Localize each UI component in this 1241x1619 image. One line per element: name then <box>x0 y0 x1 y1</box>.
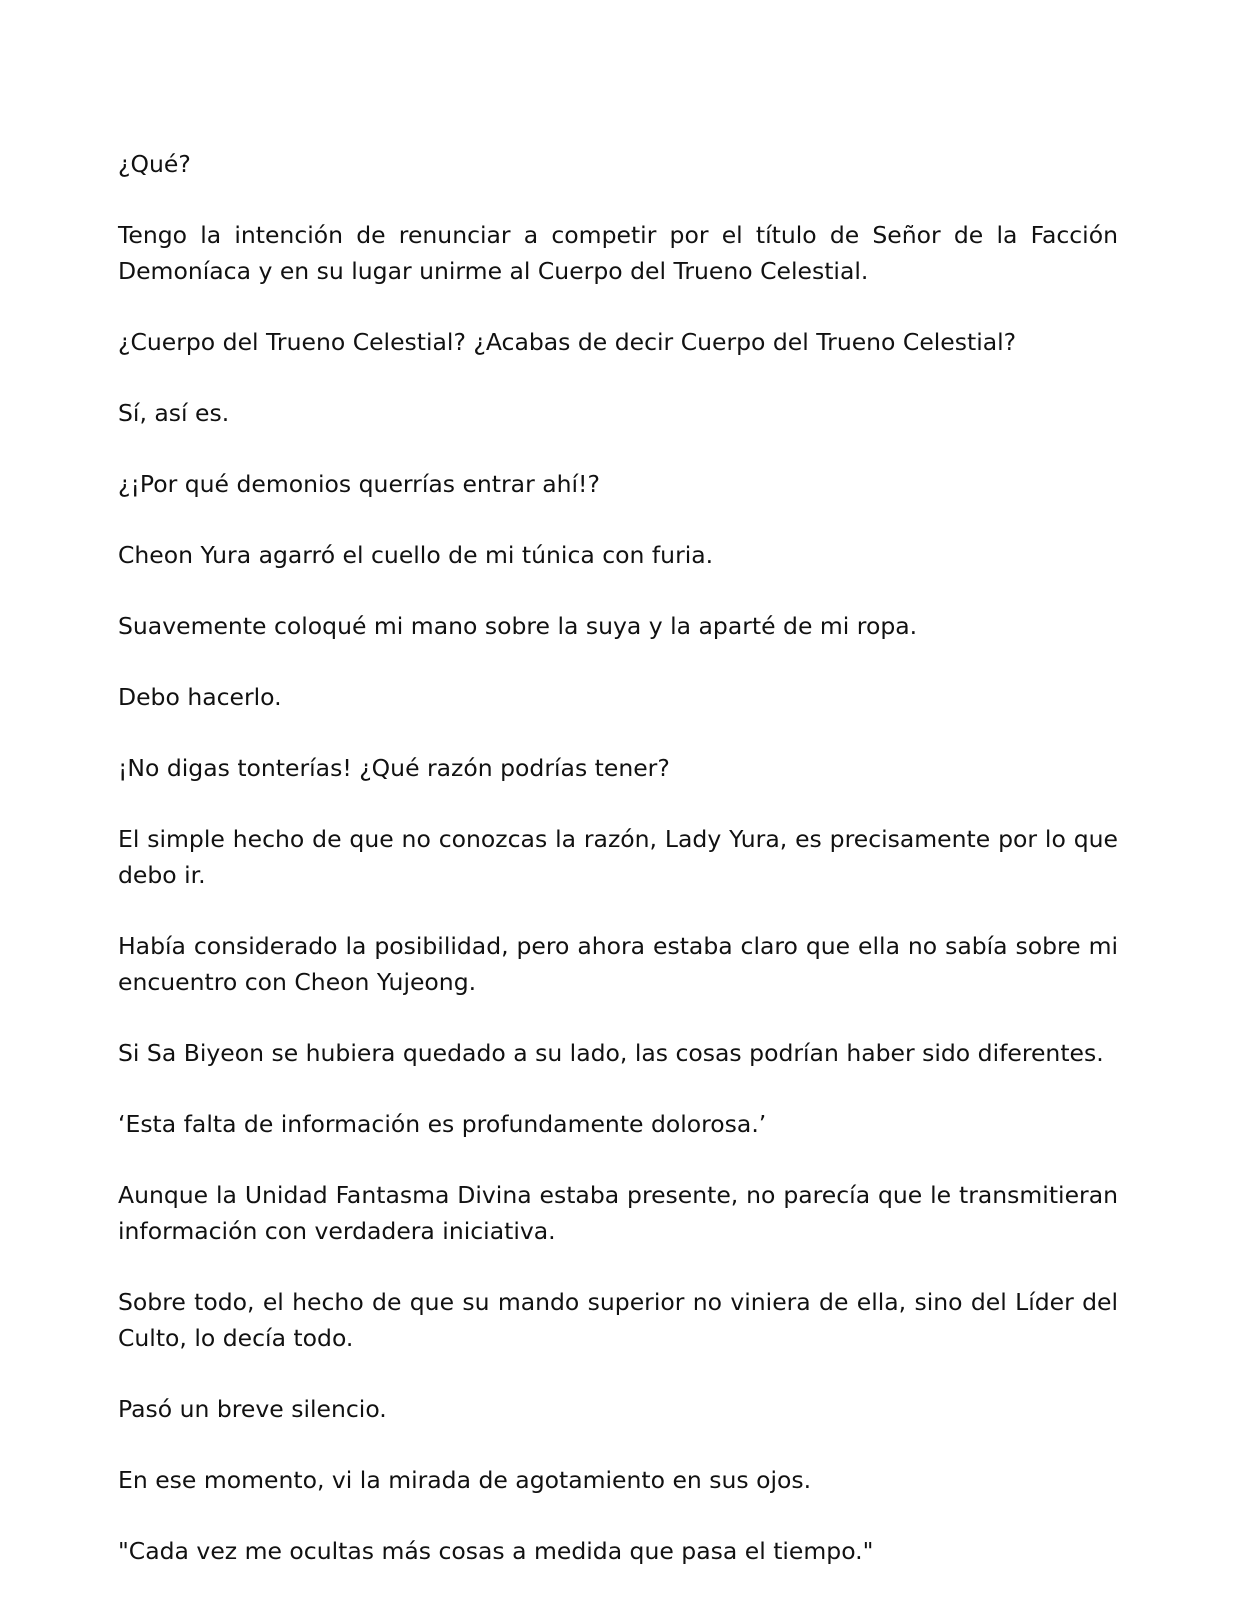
paragraph: Aunque la Unidad Fantasma Divina estaba presente, no parecía que le transmitieran información con verdadera iniciativa. <box>118 1181 1118 1245</box>
paragraph: Pasó un breve silencio. <box>118 1395 387 1423</box>
paragraph: Había considerado la posibilidad, pero ahora estaba claro que ella no sabía sobre mi encuentro con Cheon Yujeong. <box>118 932 1118 996</box>
paragraph: Tengo la intención de renunciar a competir por el título de Señor de la Facción Demoníaca y en su lugar unirme al Cuerpo del Trueno Celestial. <box>118 221 1118 285</box>
paragraph: ¡No digas tonterías! ¿Qué razón podrías tener? <box>118 754 670 782</box>
paragraph: Sobre todo, el hecho de que su mando superior no viniera de ella, sino del Líder del Culto, lo decía todo. <box>118 1288 1118 1352</box>
paragraph: Sí, así es. <box>118 399 230 427</box>
paragraph: En ese momento, vi la mirada de agotamiento en sus ojos. <box>118 1466 812 1494</box>
paragraph: Suavemente coloqué mi mano sobre la suya y la aparté de mi ropa. <box>118 612 918 640</box>
paragraph: ¿¡Por qué demonios querrías entrar ahí!? <box>118 470 600 498</box>
paragraph: Si Sa Biyeon se hubiera quedado a su lado, las cosas podrían haber sido diferentes. <box>118 1039 1104 1067</box>
document-body <box>118 146 1118 1569</box>
paragraph: "Cada vez me ocultas más cosas a medida que pasa el tiempo." <box>118 1537 874 1565</box>
paragraph: Debo hacerlo. <box>118 683 282 711</box>
paragraph: ¿Cuerpo del Trueno Celestial? ¿Acabas de decir Cuerpo del Trueno Celestial? <box>118 328 1017 356</box>
paragraph: ¿Qué? <box>118 150 191 178</box>
paragraph: Cheon Yura agarró el cuello de mi túnica con furia. <box>118 541 714 569</box>
paragraph: ‘Esta falta de información es profundamente dolorosa.’ <box>118 1110 767 1138</box>
paragraph: El simple hecho de que no conozcas la razón, Lady Yura, es precisamente por lo que debo ir. <box>118 825 1118 889</box>
